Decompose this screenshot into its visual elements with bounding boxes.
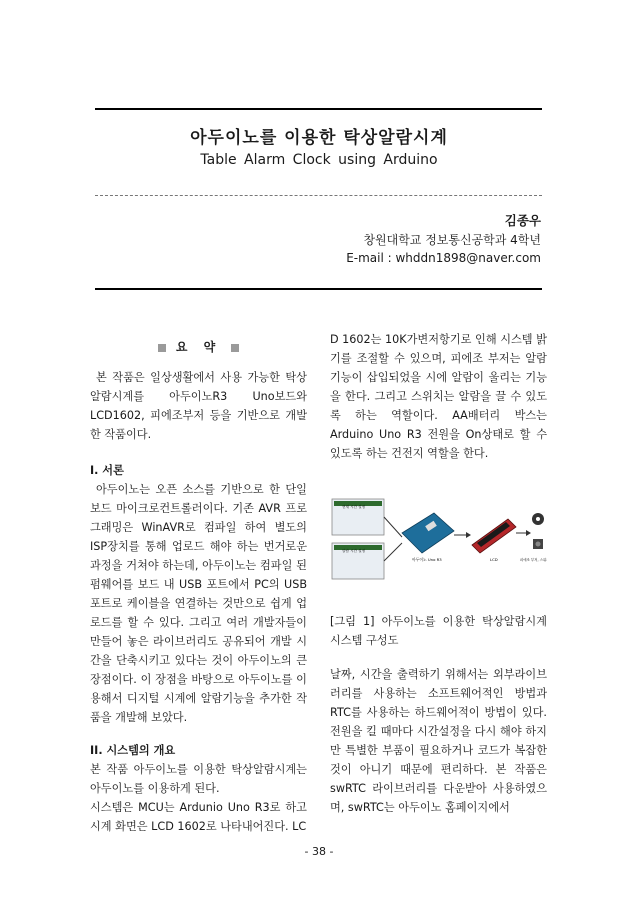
- figure-label: 아두이노 Uno R3: [412, 557, 442, 562]
- section-heading: II. 시스템의 개요: [90, 744, 176, 757]
- figure-label: 피에조 부저, 스위치: [520, 558, 547, 562]
- figure-label: 알람 시간 설정: [342, 549, 366, 553]
- body-text: 날짜, 시간을 출력하기 위해서는 외부라이브러리를 사용하는 소프트웨어적인 방법과 RTC를 사용하는 하드웨어적이 방법이 있다. 전원을 킬 때마다 시간설정을 다시 해야 하지만 특별한 부품이 필요하거나 코드가 복잡한 것이 아니기 때문에 편리하다. 본 작품은 swRTC 라이브러리를 다운받아 사용하였으며, swRTC는 아두이노 홈페이지에서: [330, 668, 547, 814]
- section-text: 아두이노는 오픈 소스를 기반으로 한 단일 보드 마이크로컨트롤러이다. 기존 AVR 프로그래밍은 WinAVR로 컴파일 하여 별도의 ISP장치를 통해 업로드 해야 하는 번거로운 과정을 거쳐야 하는데, 아두이노는 컴파일 된 펌웨어를 보드 내 USB 포트에서 PC의 USB 포트로 케이블을 연결하는 것만으로 쉽게 업로드를 할 수 있다. 그리고 여러 개발자들이 만들어 놓은 라이브러리도 공유되어 개발 시간을 단축시키고 있다는 것이 아두이노의 큰 장점이다. 이 장점을 바탕으로 아두이노를 이용해서 디지털 시계에 알람기능을 추가한 작품을 개발해 보았다.: [90, 483, 307, 724]
- arduino-board-icon: [402, 513, 454, 553]
- body-text: D 1602는 10K가변저항기로 인해 시스템 밝기를 조절할 수 있으며, 피에조 부저는 알람기능이 삽입되었을 시에 알람이 울리는 기능을 한다. 그리고 스위치는 알람을 끌 수 있도록 하는 역할이다. AA배터리 박스는 Arduino Uno R3 전원을 On상태로 할 수 있도록 하는 건전지 역할을 한다.: [330, 333, 547, 460]
- figure-label: LCD: [490, 557, 498, 562]
- square-bullet-icon: [158, 344, 166, 352]
- dashed-divider: [95, 195, 542, 196]
- top-rule: [95, 108, 542, 110]
- author-name: 김종우: [504, 213, 541, 228]
- figure-caption-block: [330, 612, 547, 650]
- system-diagram-figure: [330, 497, 547, 589]
- abstract-heading: [90, 338, 307, 355]
- section-heading: I. 서론: [90, 464, 124, 477]
- section-text: 시스템은 MCU는 Ardunio Uno R3로 하고 시계 화면은 LCD 1602로 나타내어진다. LC: [90, 801, 307, 833]
- figure-caption: [그림 1] 아두이노를 이용한 탁상알람시계 시스템 구성도: [330, 615, 547, 647]
- right-column-top: [330, 330, 547, 463]
- left-column: [90, 368, 307, 836]
- author-email: E-mail : whddn1898@naver.com: [346, 251, 541, 265]
- figure-label: 현재 시간 설정: [342, 505, 366, 509]
- abstract-heading-label: 요 약: [175, 340, 222, 354]
- page-number: - 38 -: [304, 845, 334, 858]
- paper-subtitle: Table Alarm Clock using Arduino: [200, 152, 438, 168]
- system-diagram: [330, 497, 547, 589]
- header-bottom-rule: [95, 288, 542, 290]
- abstract-text: 본 작품은 일상생활에서 사용 가능한 탁상알람시계를 아두이노R3 Uno보드와 LCD1602, 피에조부저 등을 기반으로 개발한 작품이다.: [90, 371, 307, 441]
- author-affiliation: 창원대학교 정보통신공학과 4학년: [363, 233, 541, 247]
- square-bullet-icon: [231, 344, 239, 352]
- paper-title: 아두이노를 이용한 탁상알람시계: [190, 128, 448, 148]
- right-column-bottom: [330, 665, 547, 817]
- section-text: 본 작품 아두이노를 이용한 탁상알람시계는 아두이노를 이용하게 된다.: [90, 763, 307, 795]
